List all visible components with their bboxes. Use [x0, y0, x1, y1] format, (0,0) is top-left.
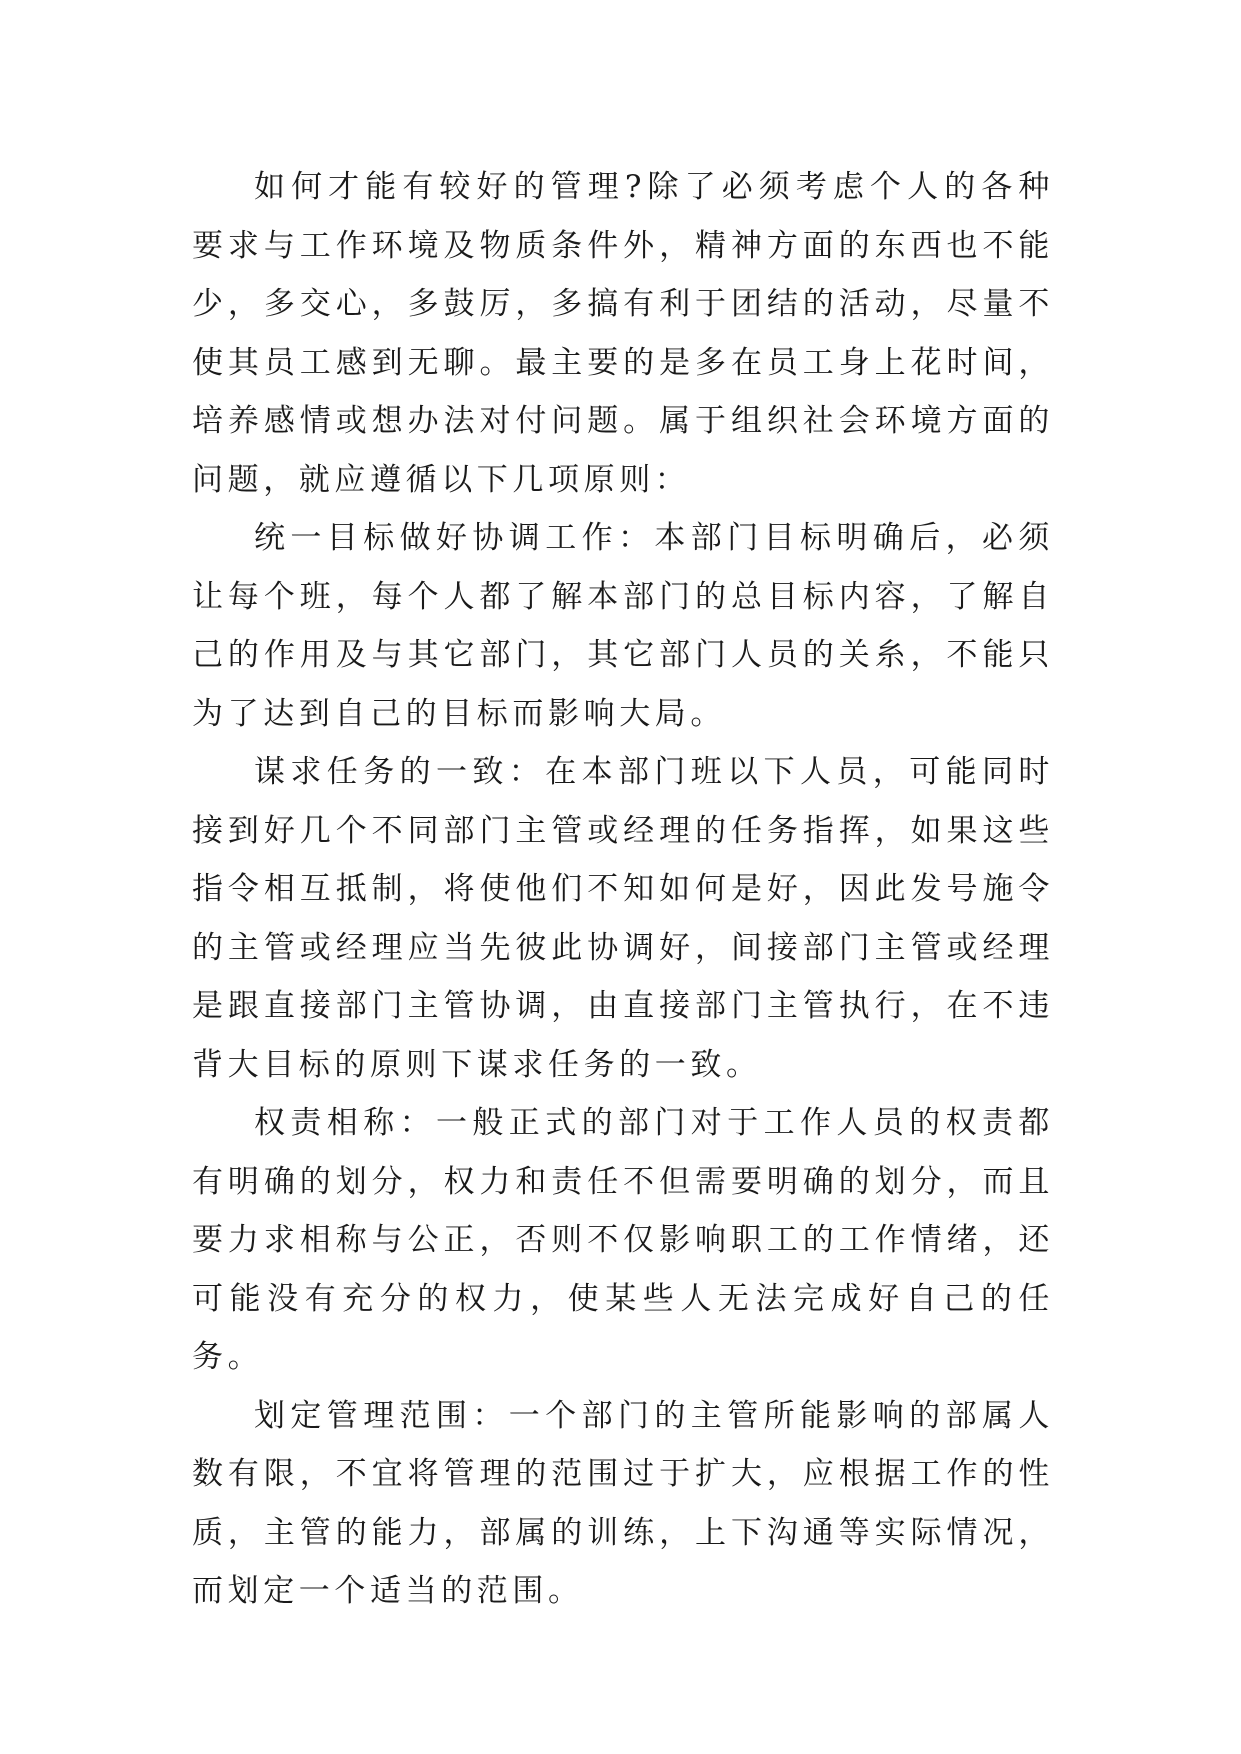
document-body [192, 158, 1054, 1621]
paragraph-authority-responsibility: 权责相称：一般正式的部门对于工作人员的权责都有明确的划分，权力和责任不但需要明确的划分，而且要力求相称与公正，否则不仅影响职工的工作情绪，还可能没有充分的权力，使某些人无法完成好自己的任务。 [192, 1105, 1054, 1375]
paragraph-task-consistency: 谋求任务的一致：在本部门班以下人员，可能同时接到好几个不同部门主管或经理的任务指挥，如果这些指令相互抵制，将使他们不知如何是好，因此发号施令的主管或经理应当先彼此协调好，间接部门主管或经理是跟直接部门主管协调，由直接部门主管执行，在不违背大目标的原则下谋求任务的一致。 [192, 754, 1054, 1083]
paragraph-management-intro: 如何才能有较好的管理?除了必须考虑个人的各种要求与工作环境及物质条件外，精神方面的东西也不能少，多交心，多鼓厉，多搞有利于团结的活动，尽量不使其员工感到无聊。最主要的是多在员工身上花时间，培养感情或想办法对付问题。属于组织社会环境方面的问题，就应遵循以下几项原则： [192, 169, 1054, 498]
paragraph-management-scope: 划定管理范围：一个部门的主管所能影响的部属人数有限，不宜将管理的范围过于扩大，应根据工作的性质，主管的能力，部属的训练，上下沟通等实际情况，而划定一个适当的范围。 [192, 1397, 1054, 1609]
paragraph-unified-goals: 统一目标做好协调工作：本部门目标明确后，必须让每个班，每个人都了解本部门的总目标内容，了解自己的作用及与其它部门，其它部门人员的关糸，不能只为了达到自己的目标而影响大局。 [192, 520, 1054, 732]
